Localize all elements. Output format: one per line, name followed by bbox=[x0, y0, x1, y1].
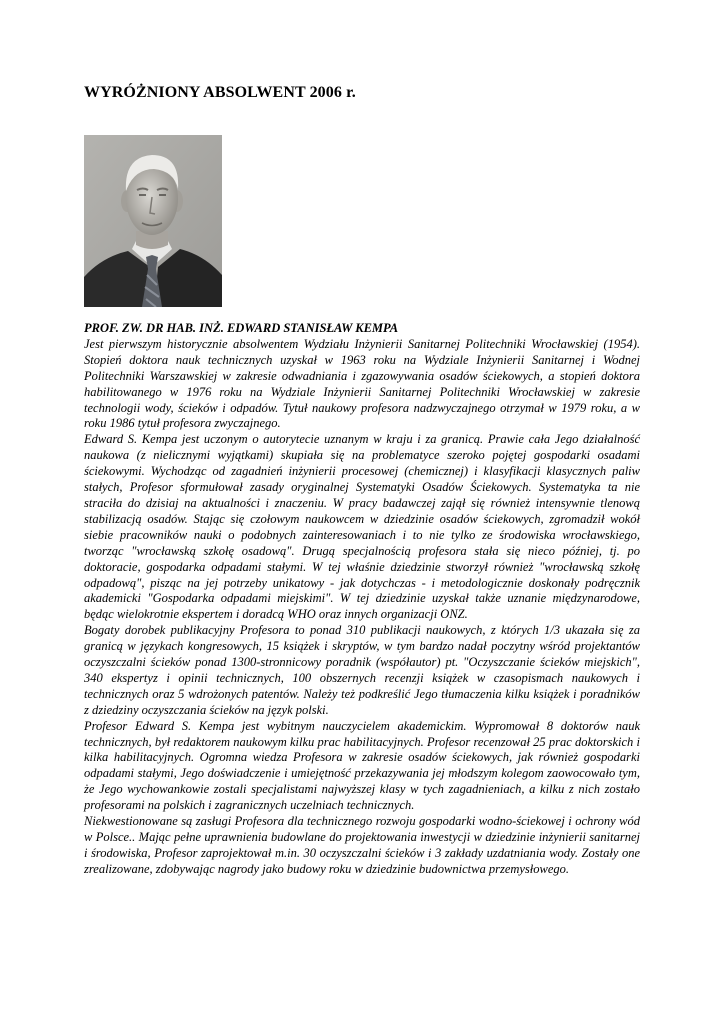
paragraph-research: Edward S. Kempa jest uczonym o autorytecie uznanym w kraju i za granicą. Prawie cała Jego działalność naukowa (z nielicznymi wyjątkami) skupiała się na problematyce szeroko pojętej gospodarki osadami ściekowymi. Wychodząc od zagadnień inżynierii procesowej (chemicznej) i klasyfikacji klasycznych paliw stałych, Profesor sformułował zasady oryginalnej Systematyki Osadów Ściekowych. Systematyka ta nie straciła do dzisiaj na aktualności i znaczeniu. W pracy badawczej zajął się również intensywnie tlenową stabilizacją osadów. Stając się czołowym naukowcem w dziedzinie osadów ściekowych, zgromadził wokół siebie pracowników nauki o podobnych zainteresowaniach i to nie tylko ze środowiska wrocławskiego, tworząc "wrocławską szkołę osadową". Drugą specjalnością profesora stała się nieco później, tj. po doktoracie, gospodarka odpadami stałymi. W tej właśnie dziedzinie stworzył również "wrocławską szkołę odpadową", pisząc na jej potrzeby unikatowy - jak dotychczas - i metodologicznie doskonały podręcznik akademicki "Gospodarka odpadami miejskimi". W tej dziedzinie uzyskał także uznanie międzynarodowe, będąc wielokrotnie ekspertem i doradcą WHO oraz innych organizacji ONZ. bbox=[84, 432, 640, 622]
paragraph-education: Jest pierwszym historycznie absolwentem Wydziału Inżynierii Sanitarnej Politechniki Wrocławskiej (1954). Stopień doktora nauk technicznych uzyskał w 1963 roku na Wydziale Inżynierii Sanitarnej i Wodnej Politechniki Warszawskiej w zakresie odwadniania i zgazowywania osadów ściekowych, a stopień doktora habilitowanego w 1976 roku na Wydziale Inżynierii Sanitarnej Politechniki Wrocławskiej w zakresie technologii wody, ścieków i odpadów. Tytuł naukowy profesora nadzwyczajnego otrzymał w 1979 roku, a w roku 1986 tytuł profesora zwyczajnego. bbox=[84, 336, 640, 431]
paragraph-engineering: Niekwestionowane są zasługi Profesora dla technicznego rozwoju gospodarki wodno-ściekowej i ochrony wód w Polsce.. Mając pełne uprawnienia budowlane do projektowania inwestycji w dziedzinie inżynierii sanitarnej i środowiska, Profesor zaprojektował m.in. 30 oczyszczalni ścieków i 3 zakłady uzdatniania wody. Zostały one zrealizowane, zdobywając nagrody jako budowy roku w dziedzinie budownictwa przemysłowego. bbox=[84, 814, 640, 876]
paragraph-publications: Bogaty dorobek publikacyjny Profesora to ponad 310 publikacji naukowych, z których 1/3 ukazała się za granicą w językach kongresowych, 15 książek i skryptów, w tym bardzo nadał poczytny wśród projektantów oczyszczalni ścieków ponad 1300-stronnicowy poradnik (współautor) pt. "Oczyszczanie ścieków miejskich", 340 ekspertyz i opinii technicznych, 100 obszernych recenzji książek w czasopismach naukowych i technicznych oraz 5 wdrożonych patentów. Należy też podkreślić Jego tłumaczenia kilku książek i poradników z dziedziny oczyszczania ścieków na język polski. bbox=[84, 623, 640, 717]
paragraph-teaching: Profesor Edward S. Kempa jest wybitnym nauczycielem akademickim. Wypromował 8 doktorów nauk technicznych, był redaktorem naukowym kilku prac habilitacyjnych. Profesor recenzował 25 prac doktorskich i kilka habilitacyjnych. Ogromna wiedza Profesora w zakresie osadów ściekowych, jak również gospodarki odpadami stałymi, Jego doświadczenie i umiejętność przekazywania jej młodszym kolegom zaowocowało tym, że Jego wychowankowie zostali specjalistami najwyższej klasy w tych zagadnieniach, a kilku z nich zostało profesorami na polskich i zagranicznych uczelniach technicznych. bbox=[84, 718, 640, 813]
portrait-photo bbox=[84, 135, 222, 307]
page-title: WYRÓŻNIONY ABSOLWENT 2006 r. bbox=[84, 84, 356, 101]
article-body bbox=[84, 321, 640, 878]
person-name: PROF. ZW. DR HAB. INŻ. EDWARD STANISŁAW KEMPA bbox=[84, 321, 399, 335]
